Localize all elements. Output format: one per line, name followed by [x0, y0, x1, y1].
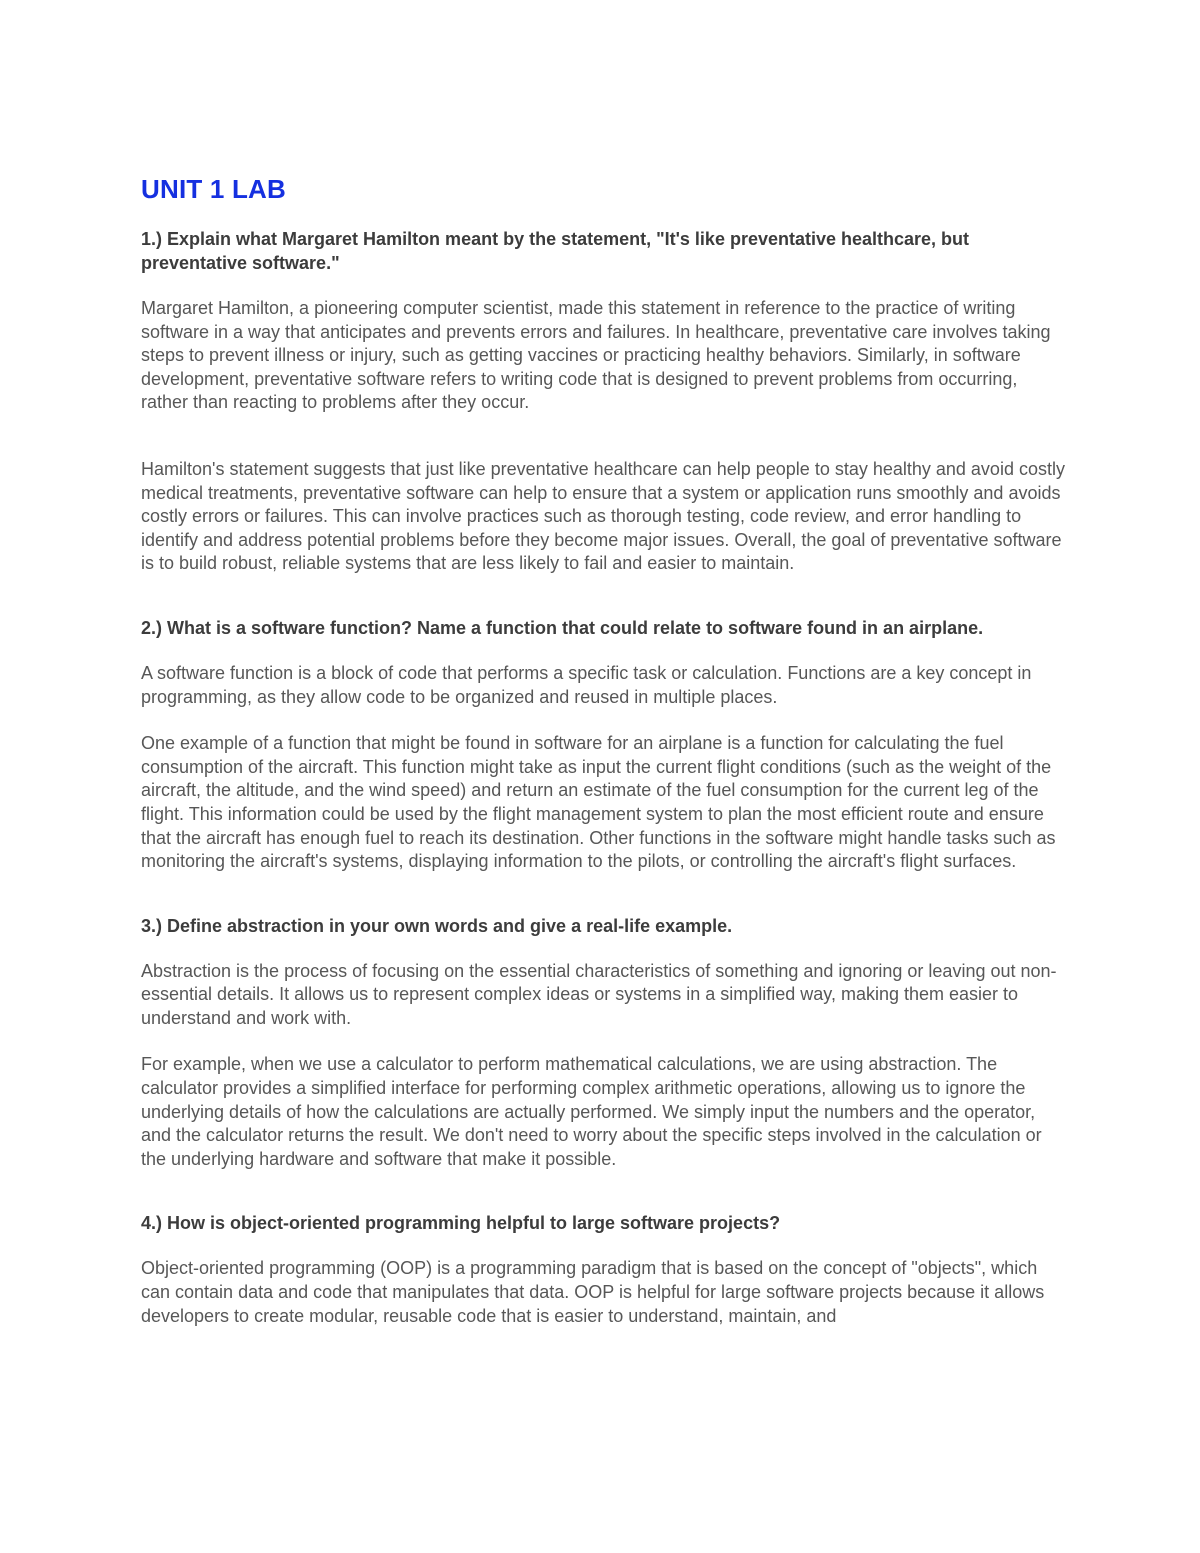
question-3: 3.) Define abstraction in your own words and give a real-life example. — [141, 915, 733, 936]
answer-2-paragraph-2: One example of a function that might be found in software for an airplane is a function for calculating the fuel consumption of the aircraft. This function might take as input the current flight conditions (such as the weight of the aircraft, the altitude, and the wind speed) and return an estimate of the fuel consumption for the current leg of the flight. This information could be used by the flight management system to plan the most efficient route and ensure that the aircraft has enough fuel to reach its destination. Other functions in the software might handle tasks such as monitoring the aircraft's systems, displaying information to the pilots, or controlling the aircraft's flight surfaces. — [141, 733, 1056, 872]
question-2: 2.) What is a software function? Name a function that could relate to software found in an airplane. — [141, 617, 984, 638]
answer-1-paragraph-2: Hamilton's statement suggests that just like preventative healthcare can help people to stay healthy and avoid costly medical treatments, preventative software can help to ensure that a system or application runs smoothly and avoids costly errors or failures. This can involve practices such as thorough testing, code review, and error handling to identify and address potential problems before they become major issues. Overall, the goal of preventative software is to build robust, reliable systems that are less likely to fail and easier to maintain. — [141, 458, 1065, 574]
answer-4-paragraph-1: Object-oriented programming (OOP) is a programming paradigm that is based on the concept of "objects", which can contain data and code that manipulates that data. OOP is helpful for large software projects because it allows developers to create modular, reusable code that is easier to understand, maintain, and — [141, 1258, 1045, 1326]
section-4 — [141, 1211, 1066, 1328]
answer-3-paragraph-1: Abstraction is the process of focusing on the essential characteristics of something and ignoring or leaving out non-essential details. It allows us to represent complex ideas or systems in a simplified way, making them easier to understand and work with. — [141, 960, 1057, 1028]
answer-2-paragraph-1: A software function is a block of code that performs a specific task or calculation. Functions are a key concept in programming, as they allow code to be organized and reused in multiple places. — [141, 662, 1032, 707]
question-4: 4.) How is object-oriented programming helpful to large software projects? — [141, 1213, 781, 1234]
answer-3-paragraph-2: For example, when we use a calculator to perform mathematical calculations, we are using abstraction. The calculator provides a simplified interface for performing complex arithmetic operations, allowing us to ignore the underlying details of how the calculations are actually performed. We simply input the numbers and the operator, and the calculator returns the result. We don't need to worry about the specific steps involved in the calculation or the underlying hardware and software that make it possible. — [141, 1054, 1042, 1169]
question-1: 1.) Explain what Margaret Hamilton meant by the statement, "It's like preventative healthcare, but preventative software." — [141, 229, 970, 273]
document-page — [141, 174, 1066, 1351]
section-2 — [141, 616, 1066, 874]
answer-1-paragraph-1: Margaret Hamilton, a pioneering computer scientist, made this statement in reference to the practice of writing software in a way that anticipates and prevents errors and failures. In healthcare, preventative care involves taking steps to prevent illness or injury, such as getting vaccines or practicing healthy behaviors. Similarly, in software development, preventative software refers to writing code that is designed to prevent problems from occurring, rather than reacting to problems after they occur. — [141, 298, 1051, 413]
section-3 — [141, 914, 1066, 1172]
page-title: UNIT 1 LAB — [141, 174, 286, 204]
section-1 — [141, 227, 1066, 576]
